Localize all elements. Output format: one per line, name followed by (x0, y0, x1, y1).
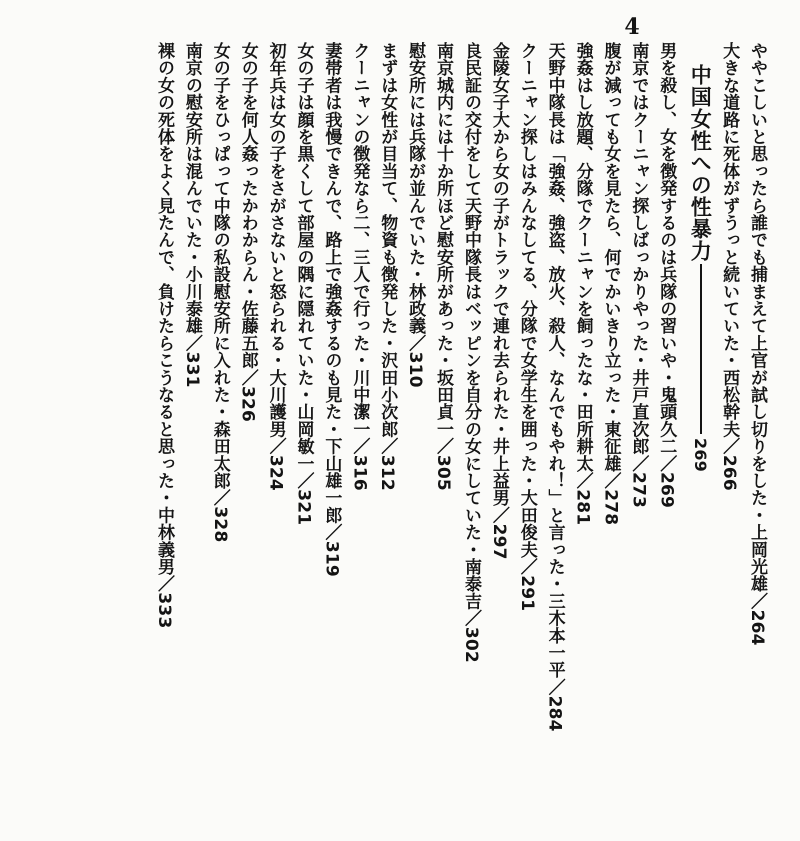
toc-entry-page: 302 (460, 626, 481, 663)
toc-entry-page: 264 (747, 609, 767, 646)
section-heading-page: 269 (691, 438, 711, 472)
toc-entry (512, 42, 540, 822)
toc-entry (428, 42, 456, 822)
toc-entry-page: 319 (321, 540, 342, 577)
toc-entry (484, 42, 512, 822)
toc-entry-page: 316 (349, 454, 370, 491)
table-of-contents (149, 42, 770, 822)
toc-entry (400, 42, 428, 822)
toc-entry (205, 42, 233, 822)
toc-entry (261, 42, 289, 822)
toc-entry (596, 42, 624, 822)
page-number: 4 (624, 14, 640, 40)
toc-entry (177, 42, 205, 822)
toc-entry (540, 42, 568, 822)
toc-entry-text: 南京の慰安所は混んでいた・小川泰雄／ (181, 42, 202, 352)
toc-entry-text: 女の子は顔を黒くして部屋の隅に隠れていた・山岡敏一／ (293, 42, 314, 490)
toc-entry-text: 女の子を何人姦ったかわからん・佐藤五郎／ (237, 42, 258, 386)
toc-entry-text: 初年兵は女の子をさがさないと怒られる・大川護男／ (265, 42, 286, 455)
toc-entry-page: 297 (488, 523, 509, 560)
toc-entry-page: 310 (405, 351, 426, 388)
toc-entry-page: 278 (600, 489, 621, 526)
toc-entry-page: 281 (572, 489, 593, 526)
toc-entry-page: 326 (237, 386, 258, 423)
toc-entry (623, 42, 651, 822)
toc-entry-text: クーニャンの徴発なら二、三人で行った・川中潔一／ (349, 42, 370, 455)
toc-entry-text: 南京ではクーニャン探しばっかりやった・井戸直次郎／ (628, 42, 649, 472)
section-heading (685, 64, 714, 822)
toc-entry-page: 269 (656, 472, 677, 509)
toc-entry (372, 42, 400, 822)
toc-entry (651, 42, 679, 822)
toc-entry-page: 324 (265, 454, 286, 491)
section-heading-title: 中国女性への性暴力 (688, 64, 713, 262)
toc-entry-text: 南京城内には十か所ほど慰安所があった・坂田貞一／ (433, 42, 454, 455)
toc-entry (344, 42, 372, 822)
toc-entry-page: 331 (181, 351, 202, 388)
toc-entry (568, 42, 596, 822)
toc-entry-page: 266 (719, 454, 740, 491)
toc-entry-text: 金陵女子大から女の子がトラックで連れ去られた・井上益男／ (488, 42, 509, 524)
toc-entry (714, 42, 742, 822)
toc-entry (289, 42, 317, 822)
leader-rule (699, 264, 702, 434)
toc-entry-page: 312 (377, 454, 398, 491)
toc-entry-page: 305 (433, 454, 454, 491)
toc-entry-text: 妻帯者は我慢できんで、路上で強姦するのも見た・下山雄一郎／ (321, 42, 342, 541)
toc-entry-page: 333 (153, 592, 174, 629)
toc-entry-page: 291 (516, 575, 537, 612)
toc-entry-page: 284 (544, 695, 565, 732)
entries-before-heading (714, 42, 770, 822)
toc-entry-text: 良民証の交付をして天野中隊長はベッピンを自分の女にしていた・南泰吉／ (460, 42, 481, 627)
toc-entry-text: 女の子をひっぱって中隊の私設慰安所に入れた・森田太郎／ (209, 42, 230, 507)
toc-entry-page: 273 (628, 472, 649, 509)
toc-entry-text: 強姦はし放題、分隊でクーニャンを飼ったな・田所耕太／ (572, 42, 593, 490)
toc-entry-text: 男を殺し、女を徴発するのは兵隊の習いや・鬼頭久二／ (656, 42, 677, 472)
toc-entry (317, 42, 345, 822)
toc-entry-page: 328 (209, 506, 230, 543)
toc-entry-text: 大きな道路に死体がずうっと続いていた・西松幹夫／ (719, 42, 740, 455)
toc-entry-text: 慰安所には兵隊が並んでいた・林政義／ (405, 42, 426, 352)
toc-entry-text: 天野中隊長は「強姦、強盗、放火、殺人、なんでもやれ！」と言った・三木本一平／ (544, 42, 565, 696)
toc-entry-page: 321 (293, 489, 314, 526)
toc-entry-text: まずは女性が目当て、物資も徴発した・沢田小次郎／ (377, 42, 398, 455)
toc-entry (742, 42, 770, 822)
toc-entry-text: ややこしいと思ったら誰でも捕まえて上官が試し切りをした・上岡光雄／ (747, 42, 767, 610)
toc-entry-text: クーニャン探しはみんなしてる、分隊で女学生を囲った・大田俊夫／ (516, 42, 537, 576)
entries-after-heading (149, 42, 679, 822)
toc-entry (456, 42, 484, 822)
toc-entry-text: 裸の女の死体をよく見たんで、負けたらこうなると思った・中林義男／ (153, 42, 174, 593)
toc-entry-text: 腹が減っても女を見たら、何でかいきり立った・東征雄／ (600, 42, 621, 490)
toc-entry (233, 42, 261, 822)
toc-entry (149, 42, 177, 822)
